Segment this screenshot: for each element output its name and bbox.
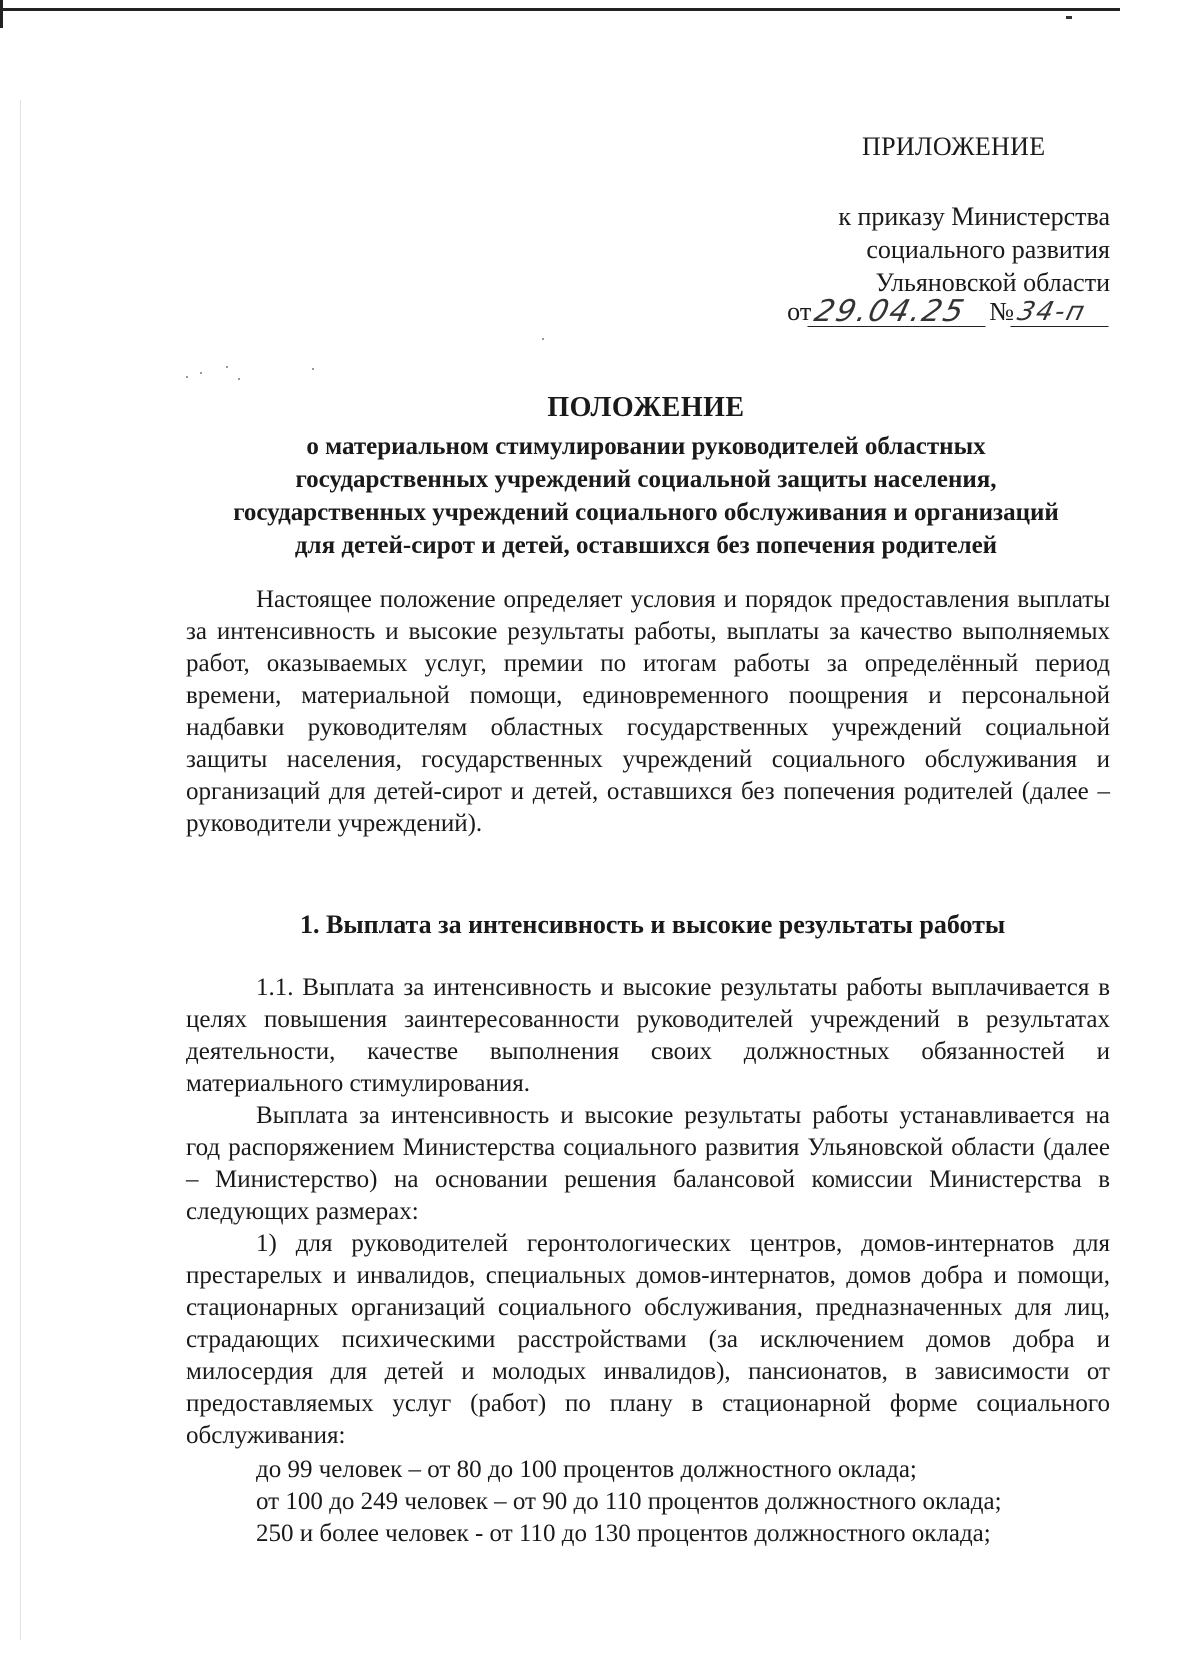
title-subtitle-line: для детей-сирот и детей, оставшихся без попечения родителей (294, 532, 998, 559)
document-title (186, 392, 1106, 562)
handwritten-number: 34-п (1010, 298, 1115, 327)
intro-paragraph: Настоящее положение определяет условия и порядок предоставления выплаты за интенсивность и высокие результаты работы, выплаты за качество выполняемых работ, оказываемых услуг, премии по итогам работы за определённый период времени, материальной помощи, единовременного поощрения и персональной надбавки руководителям областных государственных учреждений социальной защиты населения, государственных учреждений социального обслуживания и организаций для детей-сирот и детей, оставшихся без попечения родителей (далее – руководители учреждений). (186, 586, 1110, 837)
title-subtitle-line: о материальном стимулировании руководителей областных (306, 433, 986, 460)
list-item: 250 и более человек - от 110 до 130 процентов должностного оклада; (256, 1520, 991, 1547)
title-subtitle-line: государственных учреждений социального обслуживания и организаций (233, 499, 1059, 526)
handwritten-date: 29.04.25 (808, 298, 993, 327)
order-date-number (787, 294, 1112, 329)
paragraph: Выплата за интенсивность и высокие результаты работы устанавливается на год распоряжением Министерства социального развития Ульяновской области (далее – Министерство) на основании решения балансовой комиссии Министерства в следующих размерах: (186, 1102, 1110, 1225)
scan-speck (542, 338, 544, 340)
list-item: от 100 до 249 человек – от 90 до 110 процентов должностного оклада; (256, 1488, 1002, 1515)
order-line: к приказу Министерства (838, 202, 1110, 231)
appendix-label: ПРИЛОЖЕНИЕ (862, 132, 1046, 161)
section-heading: 1. Выплата за интенсивность и высокие результаты работы (300, 910, 1006, 939)
order-reference (838, 200, 1110, 299)
order-line: Ульяновской области (875, 268, 1110, 297)
scan-speck (312, 368, 314, 370)
scan-mark (1066, 16, 1072, 19)
list-item: до 99 человек – от 80 до 100 процентов должностного оклада; (256, 1456, 917, 1483)
intro-section (186, 584, 1110, 840)
scan-speck (238, 378, 240, 380)
size-list (256, 1454, 1002, 1550)
number-prefix: № (989, 297, 1014, 326)
scan-edge-shadow (20, 100, 21, 1640)
paragraph: 1) для руководителей геронтологических центров, домов-интернатов для престарелых и инвалидов, специальных домов-интернатов, домов добра и помощи, стационарных организаций социального обслуживания, предназначенных для лиц, страдающих психическими расстройствами (за исключением домов добра и милосердия для детей и молодых инвалидов), пансионатов, в зависимости от предоставляемых услуг (работ) по плану в стационарной форме социального обслуживания: (186, 1230, 1110, 1449)
scan-speck (226, 366, 228, 368)
scan-border-top (0, 8, 1120, 11)
scan-speck (186, 376, 188, 378)
order-line: социального развития (866, 235, 1110, 264)
scan-speck (200, 372, 202, 374)
paragraph: 1.1. Выплата за интенсивность и высокие результаты работы выплачивается в целях повышения заинтересованности руководителей учреждений в результатах деятельности, качестве выполнения своих должностных обязанностей и материального стимулирования. (186, 974, 1110, 1097)
scan-border-left (0, 0, 3, 28)
title-subtitle-line: государственных учреждений социальной защиты населения, (295, 466, 997, 493)
title-main: ПОЛОЖЕНИЕ (547, 392, 745, 423)
section-body (186, 972, 1110, 1452)
from-prefix: от (787, 297, 812, 326)
